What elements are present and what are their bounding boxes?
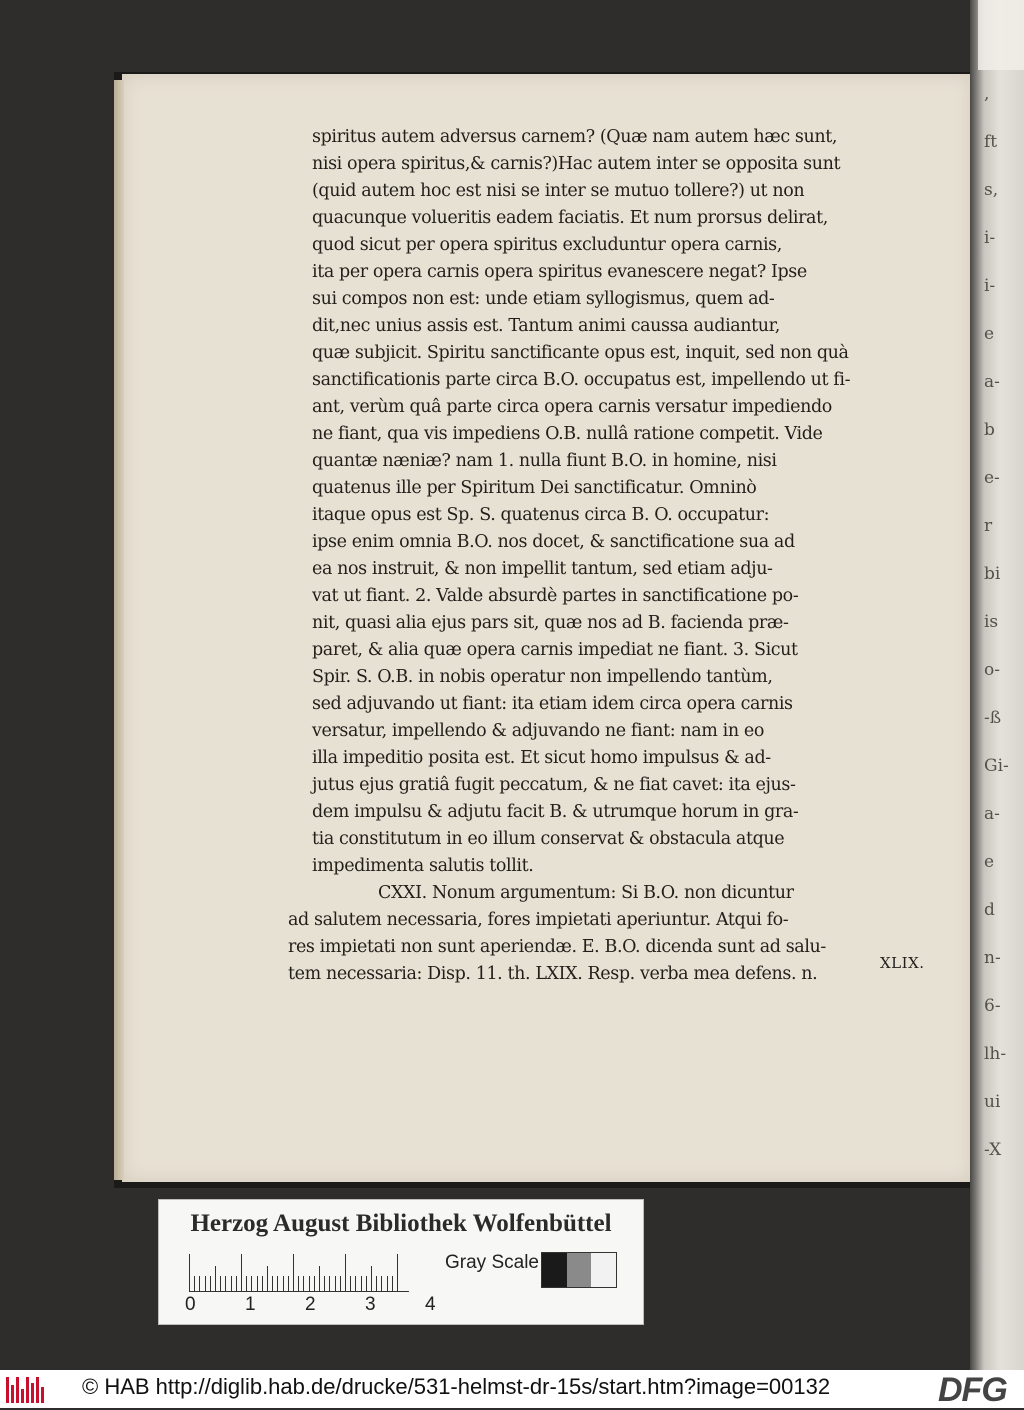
ruler-tick <box>288 1276 289 1292</box>
text-line: vat ut fiant. 2. Valde absurdè partes in sanctificatione po- <box>312 586 799 606</box>
ruler-tick <box>251 1276 252 1292</box>
ruler-tick <box>397 1254 398 1292</box>
viewer-footer <box>0 1370 1024 1408</box>
margin-fragment: ft <box>984 132 998 152</box>
text-line: itaque opus est Sp. S. quatenus circa B. O. occupatur: <box>312 505 770 525</box>
text-line: dem impulsu & adjutu facit B. & utrumque horum in gra- <box>312 802 799 822</box>
margin-fragment: d <box>984 900 995 920</box>
text-line: ant, verùm quâ parte circa opera carnis versatur impediendo <box>312 397 832 417</box>
ruler-tick <box>350 1276 351 1292</box>
section-line: ad salutem necessaria, fores impietati aperiuntur. Atqui fo- <box>288 910 789 930</box>
margin-fragment: lh- <box>984 1044 1007 1064</box>
ruler-number: 3 <box>365 1294 376 1315</box>
ruler-tick <box>387 1276 388 1292</box>
text-line: illa impeditio posita est. Et sicut homo impulsus & ad- <box>312 748 771 768</box>
margin-fragment: a- <box>984 372 1000 392</box>
margin-fragment: i- <box>984 228 996 248</box>
ruler-tick <box>257 1276 258 1292</box>
ruler-tick <box>199 1276 200 1292</box>
gray-scale-swatches <box>541 1252 617 1288</box>
text-line: Spir. S. O.B. in nobis operatur non impellendo tantùm, <box>312 667 773 687</box>
ruler-tick <box>262 1276 263 1292</box>
ruler-tick <box>225 1276 226 1292</box>
library-name: Herzog August Bibliothek Wolfenbüttel <box>190 1210 612 1237</box>
text-line: jutus ejus gratiâ fugit peccatum, & ne fiat cavet: ita ejus- <box>312 775 796 795</box>
text-line: tia constitutum in eo illum conservat & obstacula atque <box>312 829 785 849</box>
margin-fragment: 6- <box>984 996 1001 1016</box>
ruler-tick <box>293 1254 294 1292</box>
text-line: impedimenta salutis tollit. <box>312 856 534 876</box>
margin-fragment: r <box>984 516 993 536</box>
text-line: nit, quasi alia ejus pars sit, quæ nos ad B. facienda præ- <box>312 613 789 633</box>
margin-fragment: o- <box>984 660 1000 680</box>
ruler-tick <box>376 1276 377 1292</box>
hab-logo-icon[interactable] <box>6 1377 48 1403</box>
ruler-tick <box>236 1276 237 1292</box>
margin-fragment: e <box>984 324 995 344</box>
margin-fragment: ui <box>984 1092 1001 1112</box>
text-line: sed adjuvando ut fiant: ita etiam idem circa opera carnis <box>312 694 793 714</box>
ruler-tick <box>366 1276 367 1292</box>
margin-fragment: n- <box>984 948 1001 968</box>
ruler-tick <box>205 1276 206 1292</box>
ruler-tick <box>309 1276 310 1292</box>
text-line: dit,nec unius assis est. Tantum animi caussa audiantur, <box>312 316 780 336</box>
ruler-tick <box>345 1254 346 1292</box>
ruler-tick <box>381 1276 382 1292</box>
adjacent-page-fragments <box>984 70 1024 1190</box>
ruler-tick <box>215 1266 216 1292</box>
text-line: quacunque volueritis eadem faciatis. Et num prorsus delirat, <box>312 208 828 228</box>
ruler-tick <box>319 1266 320 1292</box>
ruler-tick <box>324 1276 325 1292</box>
text-line: quod sicut per opera spiritus excluduntur opera carnis, <box>312 235 782 255</box>
ruler-tick <box>210 1276 211 1292</box>
text-line: ne fiant, qua vis impediens O.B. nullâ ratione competit. Vide <box>312 424 823 444</box>
catchword: XLIX. <box>880 954 925 972</box>
ruler-tick <box>220 1276 221 1292</box>
ruler-tick <box>277 1276 278 1292</box>
text-line: quatenus ille per Spiritum Dei sanctificatur. Omninò <box>312 478 757 498</box>
section-line: CXXI. Nonum argumentum: Si B.O. non dicuntur <box>378 883 794 903</box>
ruler-tick <box>340 1276 341 1292</box>
page-edge <box>114 80 124 1180</box>
text-line: paret, & alia quæ opera carnis impediat ne fiant. 3. Sicut <box>312 640 798 660</box>
margin-fragment: , <box>984 84 990 104</box>
dfg-logo[interactable]: DFG <box>938 1371 1007 1409</box>
ruler-tick <box>231 1276 232 1292</box>
gray-swatch <box>567 1253 592 1287</box>
ruler-tick <box>314 1276 315 1292</box>
ruler-tick <box>283 1276 284 1292</box>
ruler-number: 4 <box>425 1294 436 1315</box>
ruler-tick <box>241 1254 242 1292</box>
margin-fragment: bi <box>984 564 1001 584</box>
ruler-tick <box>329 1276 330 1292</box>
library-color-card <box>158 1199 644 1325</box>
ruler-number: 0 <box>185 1294 196 1315</box>
text-line: spiritus autem adversus carnem? (Quæ nam autem hæc sunt, <box>312 127 838 147</box>
ruler-number: 1 <box>245 1294 256 1315</box>
text-line: quæ subjicit. Spiritu sanctificante opus est, inquit, sed non quà <box>312 343 849 363</box>
margin-fragment: -X <box>984 1140 1002 1160</box>
text-line: (quid autem hoc est nisi se inter se mutuo tollere?) ut non <box>312 181 805 201</box>
text-line: sanctificationis parte circa B.O. occupatus est, impellendo ut fi- <box>312 370 851 390</box>
ruler-scale <box>189 1252 409 1292</box>
page-clip <box>978 0 1024 70</box>
ruler-number: 2 <box>305 1294 316 1315</box>
margin-fragment: s, <box>984 180 999 200</box>
text-line: ea nos instruit, & non impellit tantum, sed etiam adju- <box>312 559 773 579</box>
text-line: ita per opera carnis opera spiritus evanescere negat? Ipse <box>312 262 807 282</box>
section-line: tem necessaria: Disp. 11. th. LXIX. Resp. verba mea defens. n. <box>288 964 818 984</box>
page-text <box>288 124 942 988</box>
ruler-tick <box>267 1266 268 1292</box>
text-line: nisi opera spiritus,& carnis?)Hac autem inter se opposita sunt <box>312 154 841 174</box>
ruler-tick <box>303 1276 304 1292</box>
ruler-tick <box>335 1276 336 1292</box>
gray-swatch <box>542 1253 567 1287</box>
margin-fragment: b <box>984 420 995 440</box>
margin-fragment: Gi- <box>984 756 1009 776</box>
text-line: versatur, impellendo & adjuvando ne fiant: nam in eo <box>312 721 764 741</box>
ruler-tick <box>392 1276 393 1292</box>
ruler-tick <box>246 1276 247 1292</box>
ruler-tick <box>361 1276 362 1292</box>
margin-fragment: i- <box>984 276 996 296</box>
margin-fragment: -ß <box>984 708 1002 728</box>
section-line: res impietati non sunt aperiendæ. E. B.O. dicenda sunt ad salu- <box>288 937 826 957</box>
gray-scale-label: Gray Scale <box>445 1252 539 1273</box>
ruler-tick <box>272 1276 273 1292</box>
margin-fragment: e <box>984 852 995 872</box>
footer-citation-link[interactable]: © HAB http://diglib.hab.de/drucke/531-helmst-dr-15s/start.htm?image=00132 <box>82 1374 831 1399</box>
margin-fragment: e- <box>984 468 1000 488</box>
gray-swatch <box>591 1253 616 1287</box>
margin-fragment: a- <box>984 804 1000 824</box>
text-line: ipse enim omnia B.O. nos docet, & sanctificatione sua ad <box>312 532 795 552</box>
ruler-tick <box>371 1266 372 1292</box>
ruler-tick <box>355 1276 356 1292</box>
ruler-tick <box>194 1276 195 1292</box>
margin-fragment: is <box>984 612 999 632</box>
ruler-tick <box>189 1254 190 1292</box>
ruler-tick <box>298 1276 299 1292</box>
text-line: sui compos non est: unde etiam syllogismus, quem ad- <box>312 289 775 309</box>
text-line: quantæ næniæ? nam 1. nulla fiunt B.O. in homine, nisi <box>312 451 777 471</box>
